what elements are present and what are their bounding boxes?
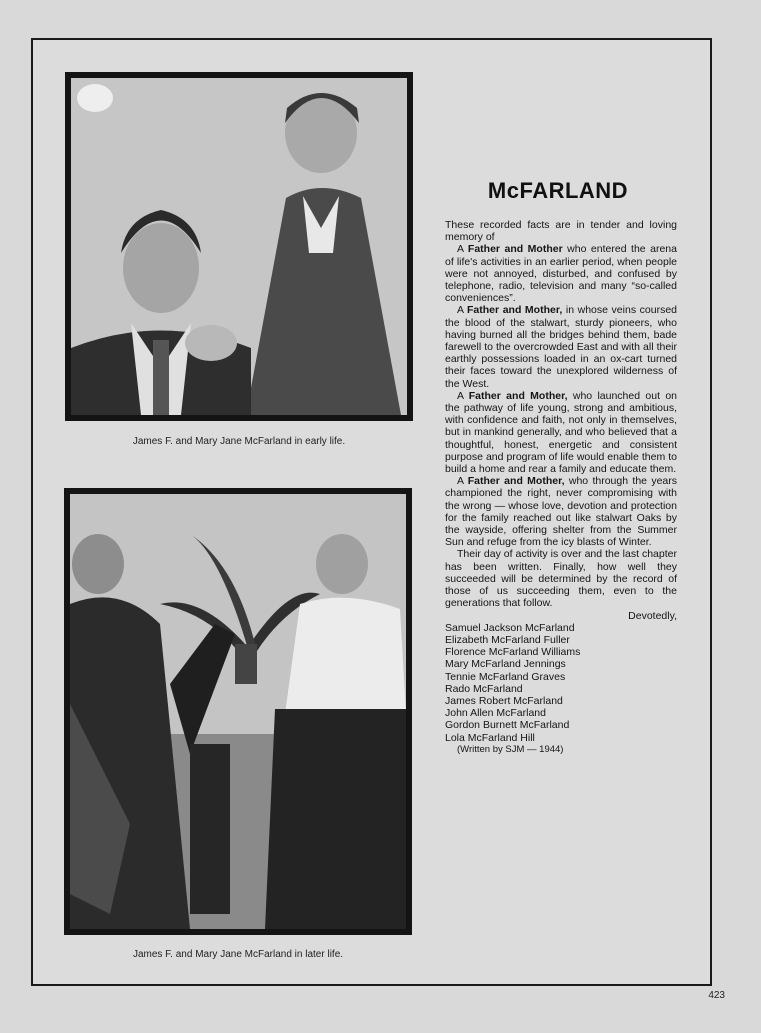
signer-name: Tennie McFarland Graves xyxy=(445,670,566,683)
signer-name: Mary McFarland Jennings xyxy=(445,658,566,671)
early-life-caption: James F. and Mary Jane McFarland in early life. xyxy=(132,436,346,447)
signer-name: James Robert McFarland xyxy=(445,694,563,707)
paragraph-5: Their day of activity is over and the last chapter has been written. Finally, how well they succeeded will be determined by the record of those of us succeeding them, even to the generations that follow. xyxy=(445,548,677,610)
intro-paragraph: These recorded facts are in tender and loving memory of xyxy=(445,219,677,244)
paragraph-4: A Father and Mother, who through the years championed the right, never compromising with the wrong — whose love, devotion and protection for the family reached out like stalwart Oaks by the wayside, offering shelter from the Summer Sun and refuge from the icy blasts of Winter. xyxy=(445,475,677,549)
page-number: 423 xyxy=(708,990,725,1001)
signoff: Devotedly, xyxy=(628,609,677,622)
signer-name: Gordon Burnett McFarland xyxy=(445,719,570,732)
page-frame xyxy=(31,38,712,986)
later-life-caption: James F. and Mary Jane McFarland in later life. xyxy=(132,949,344,960)
page-title: McFARLAND xyxy=(487,178,629,203)
later-life-photo xyxy=(64,488,412,935)
signer-name: John Allen McFarland xyxy=(445,707,546,720)
signer-name: Elizabeth McFarland Fuller xyxy=(445,633,570,646)
signer-name: Samuel Jackson McFarland xyxy=(445,621,575,634)
paragraph-3: A Father and Mother, who launched out on the pathway of life young, strong and ambitious, with confidence and faith, not only in themselves, but in mankind generally, and who believed that a thoughtful, honest, energetic and consistent purpose and program of life would enable them to build a home and rear a family and educate them. xyxy=(445,389,678,476)
early-life-photo-image xyxy=(71,78,407,415)
paragraph-1: A Father and Mother who entered the arena of life's activities in an earlier period, when people were not annoyed, disturbed, and confused by telephone, radio, television and many “so-called conveniences”. xyxy=(445,243,677,305)
paragraph-2: A Father and Mother, in whose veins coursed the blood of the stalwart, sturdy pioneers, who having burned all the bridges behind them, bade farewell to the overcrowded East and with all their earthly possessions loaded in an ox-cart turned their faces toward the unexplored wilderness of the West. xyxy=(445,304,678,390)
authorship-credit: (Written by SJM — 1944) xyxy=(457,743,564,755)
signer-name: Florence McFarland Williams xyxy=(445,646,581,659)
signer-name: Rado McFarland xyxy=(445,682,523,695)
signer-name: Lola McFarland Hill xyxy=(445,731,535,744)
early-life-photo xyxy=(65,72,413,421)
later-life-photo-image xyxy=(70,494,406,929)
signers-list xyxy=(445,622,677,744)
memorial-text xyxy=(445,219,677,756)
